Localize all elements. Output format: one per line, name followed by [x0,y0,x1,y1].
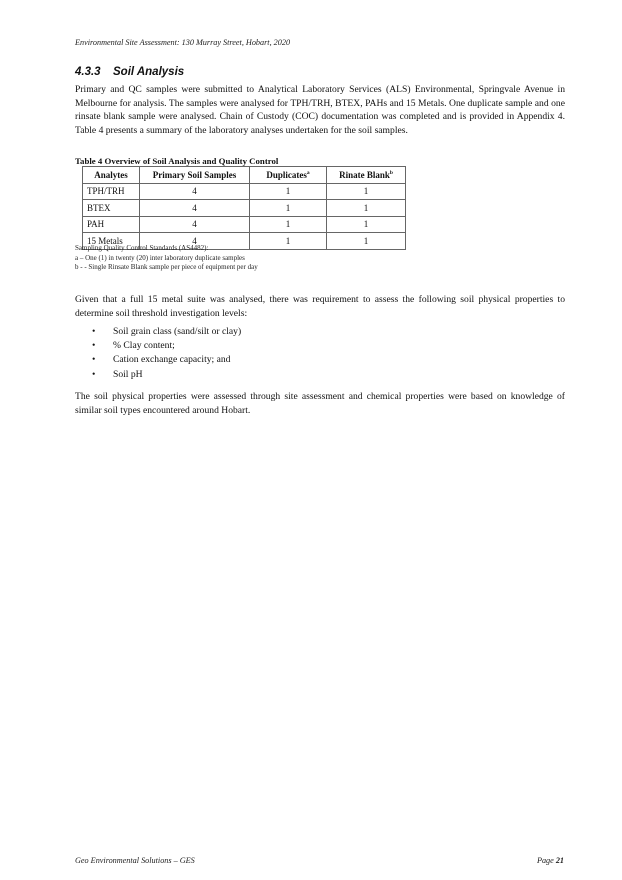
footer-page-number: Page 21 [536,856,564,865]
header-primary-soil-samples: Primary Soil Samples [140,167,250,184]
header-rinate-blank: Rinate Blank$^b$ [327,167,406,184]
cell-primary: 4 [140,233,250,250]
bullet-icon: • [92,368,96,380]
table-row [83,200,406,217]
cell-analyte: PAH [83,216,140,233]
cell-duplicates: 1 [250,216,327,233]
footer-organization: Geo Environmental Solutions – GES [75,856,195,865]
cell-rinate-blank: 1 [327,183,406,200]
footnote-marker-a: a [306,169,310,176]
metals-paragraph: Given that a full 15 metal suite was analysed, there was requirement to assess the following soil physical properties to determine soil threshold investigation levels: [75,294,565,319]
running-header: Environmental Site Assessment: 130 Murray Street, Hobart, 2020 [75,38,291,47]
table-note: Sampling Quality Control Standards (AS4482): [75,244,209,252]
cell-duplicates: 1 [250,233,327,250]
cell-duplicates: 1 [250,183,327,200]
closing-paragraph: The soil physical properties were assessed through site assessment and chemical properties were based on knowledge of similar soil types encountered around Hobart. [75,391,565,416]
list-item: • Soil pH [75,368,241,382]
table-row [83,183,406,200]
section-number: 4.3.3 [75,66,101,78]
section-heading [75,66,184,78]
header-analytes: Analytes [83,167,140,184]
cell-rinate-blank: 1 [327,233,406,250]
header-duplicates: Duplicates$^a$ [250,167,327,184]
bullet-icon: • [92,354,96,366]
table-caption: Table 4 Overview of Soil Analysis and Quality Control [75,156,279,166]
cell-analyte: 15 Metals [83,233,140,250]
section-title: Soil Analysis [113,66,185,78]
list-item: • Cation exchange capacity; and [75,353,241,367]
list-item: • % Clay content; [75,339,241,353]
bullet-icon: • [92,326,96,337]
cell-primary: 4 [140,216,250,233]
table-notes [75,244,258,273]
cell-rinate-blank: 1 [327,200,406,217]
table-note: a – One (1) in twenty (20) inter laboratory duplicate samples [75,253,245,262]
cell-analyte: TPH/TRH [83,183,140,200]
table-header-row [83,167,406,184]
footnote-marker-b: b [389,169,393,176]
cell-analyte: BTEX [83,200,140,217]
cell-rinate-blank: 1 [327,216,406,233]
cell-primary: 4 [140,200,250,217]
table-note: b - - Single Rinsate Blank sample per piece of equipment per day [75,263,258,272]
soil-properties-list [75,325,241,382]
bullet-icon: • [92,340,96,352]
cell-duplicates: 1 [250,200,327,217]
cell-primary: 4 [140,183,250,200]
intro-paragraph: Primary and QC samples were submitted to Analytical Laboratory Services (ALS) Environmental, Springvale Avenue in Melbourne for analysis. The samples were analysed for TPH/TRH, BTEX, PAHs and 15 Metals. One duplicate sample and one rinsate blank sample were analysed. Chain of Custody (COC) documentation was completed and is provided in Appendix 4. Table 4 presents a summary of the laboratory analyses undertaken for the soil samples. [75,84,565,136]
list-item: • Soil grain class (sand/silt or clay) [75,325,241,339]
soil-analysis-table [82,166,406,250]
table-row [83,216,406,233]
